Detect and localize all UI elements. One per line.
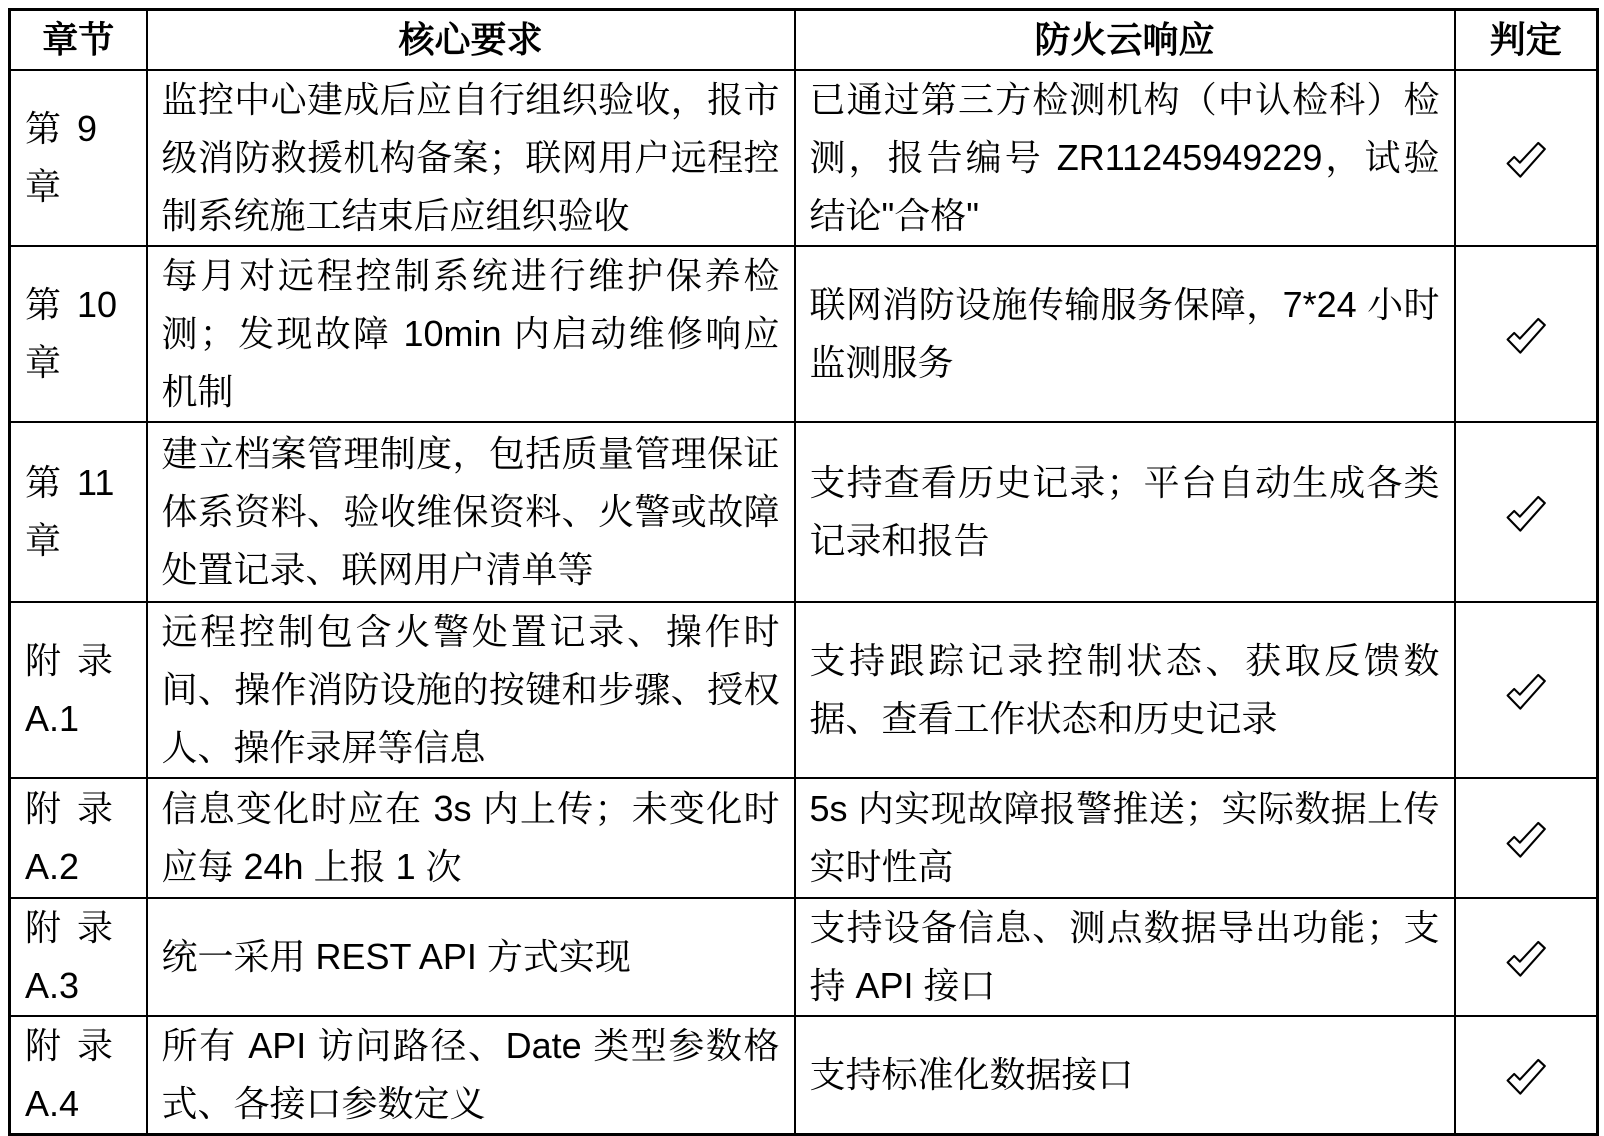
col-header-chapter: 章节 <box>10 10 147 71</box>
table-row <box>10 1016 1598 1135</box>
table-row <box>10 778 1598 898</box>
col-header-requirement: 核心要求 <box>147 10 795 71</box>
check-icon <box>1505 316 1547 356</box>
check-icon <box>1505 939 1547 979</box>
response-cell: 联网消防设施传输服务保障，7*24 小时监测服务 <box>795 246 1455 422</box>
verdict-cell <box>1455 246 1598 422</box>
table-row <box>10 602 1598 778</box>
chapter-cell: 第 11 章 <box>10 422 147 602</box>
chapter-cell: 附 录 A.2 <box>10 778 147 898</box>
verdict-cell <box>1455 898 1598 1016</box>
response-cell: 已通过第三方检测机构（中认检科）检测，报告编号 ZR11245949229，试验结论"合格" <box>795 70 1455 246</box>
table-row <box>10 898 1598 1016</box>
requirement-cell: 建立档案管理制度，包括质量管理保证体系资料、验收维保资料、火警或故障处置记录、联网用户清单等 <box>147 422 795 602</box>
requirement-cell: 远程控制包含火警处置记录、操作时间、操作消防设施的按键和步骤、授权人、操作录屏等信息 <box>147 602 795 778</box>
table-row <box>10 246 1598 422</box>
check-icon <box>1505 672 1547 712</box>
response-cell: 支持标准化数据接口 <box>795 1016 1455 1135</box>
verdict-cell <box>1455 1016 1598 1135</box>
chapter-cell: 附 录 A.1 <box>10 602 147 778</box>
verdict-cell <box>1455 778 1598 898</box>
table-row <box>10 70 1598 246</box>
compliance-table <box>8 8 1599 1136</box>
requirement-cell: 所有 API 访问路径、Date 类型参数格式、各接口参数定义 <box>147 1016 795 1135</box>
requirement-cell: 监控中心建成后应自行组织验收，报市级消防救援机构备案；联网用户远程控制系统施工结束后应组织验收 <box>147 70 795 246</box>
response-cell: 支持跟踪记录控制状态、获取反馈数据、查看工作状态和历史记录 <box>795 602 1455 778</box>
chapter-cell: 附 录 A.3 <box>10 898 147 1016</box>
table-row <box>10 422 1598 602</box>
response-cell: 支持查看历史记录；平台自动生成各类记录和报告 <box>795 422 1455 602</box>
verdict-cell <box>1455 602 1598 778</box>
requirement-cell: 信息变化时应在 3s 内上传；未变化时应每 24h 上报 1 次 <box>147 778 795 898</box>
verdict-cell <box>1455 70 1598 246</box>
requirement-cell: 统一采用 REST API 方式实现 <box>147 898 795 1016</box>
header-row <box>10 10 1598 71</box>
col-header-response: 防火云响应 <box>795 10 1455 71</box>
chapter-cell: 附 录 A.4 <box>10 1016 147 1135</box>
response-cell: 支持设备信息、测点数据导出功能；支持 API 接口 <box>795 898 1455 1016</box>
chapter-cell: 第 9 章 <box>10 70 147 246</box>
col-header-verdict: 判定 <box>1455 10 1598 71</box>
verdict-cell <box>1455 422 1598 602</box>
check-icon <box>1505 140 1547 180</box>
check-icon <box>1505 820 1547 860</box>
check-icon <box>1505 494 1547 534</box>
response-cell: 5s 内实现故障报警推送；实际数据上传实时性高 <box>795 778 1455 898</box>
requirement-cell: 每月对远程控制系统进行维护保养检测；发现故障 10min 内启动维修响应机制 <box>147 246 795 422</box>
check-icon <box>1505 1057 1547 1097</box>
chapter-cell: 第 10 章 <box>10 246 147 422</box>
